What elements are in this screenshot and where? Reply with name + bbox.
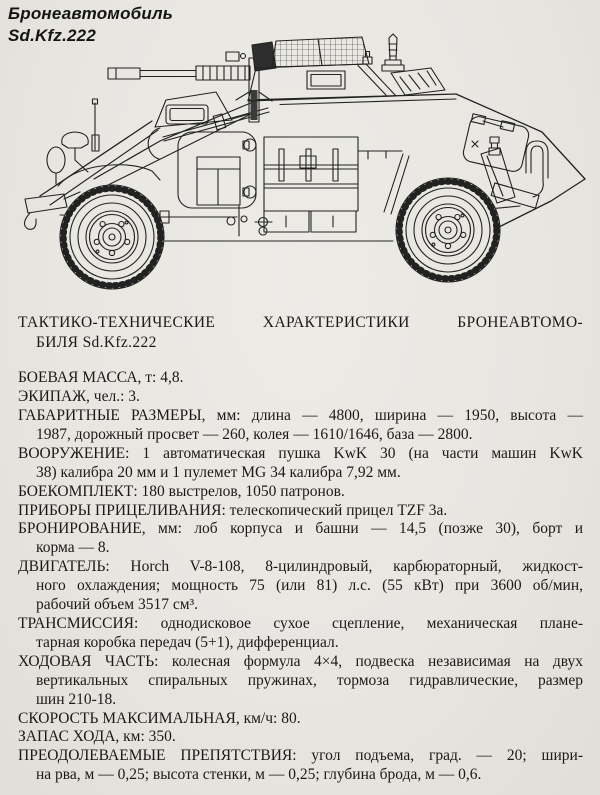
spec-item xyxy=(18,615,583,653)
spec-line: ЭКИПАЖ, чел.: 3. xyxy=(18,388,140,406)
spec-line: вертикальных спиральных пружинах, тормоза гидравлические, размер xyxy=(36,671,583,689)
spec-item xyxy=(18,520,583,558)
engine-louvers xyxy=(391,68,445,95)
notek-light xyxy=(62,132,88,148)
spec-line: БОЕВАЯ МАССА, т: 4,8. xyxy=(18,369,184,387)
spec-line: БОЕКОМПЛЕКТ: 180 выстрелов, 1050 патронов. xyxy=(18,482,345,500)
spec-line: тарная коробка передач (5+1), дифференциал. xyxy=(36,633,339,651)
spec-line: 1987, дорожный просвет — 260, колея — 1610/1646, база — 2800. xyxy=(36,425,473,443)
spec-item xyxy=(18,710,583,729)
section-heading xyxy=(18,313,583,352)
front-wheel xyxy=(60,185,164,289)
title-line-2: Sd.Kfz.222 xyxy=(8,25,96,45)
spec-line: ГАБАРИТНЫЕ РАЗМЕРЫ, мм: длина — 4800, ширина — 1950, высота — xyxy=(18,407,583,424)
spec-item xyxy=(18,502,583,521)
spec-line: ПРИБОРЫ ПРИЦЕЛИВАНИЯ: телескопический прицел TZF 3a. xyxy=(18,501,448,519)
spec-item xyxy=(18,653,583,710)
spec-line: рабочий объем 3517 см³. xyxy=(36,596,199,614)
front-bumper xyxy=(25,194,67,213)
gun-barrel xyxy=(108,52,272,122)
tow-hook xyxy=(24,213,36,229)
stowage-box xyxy=(264,137,358,232)
title-line-1: Бронеавтомобиль xyxy=(8,4,174,23)
headlight xyxy=(47,147,65,173)
section-heading-line: БИЛЯ Sd.Kfz.222 xyxy=(36,333,157,351)
spec-line: ЗАПАС ХОДА, км: 350. xyxy=(18,728,176,746)
spec-line: на рва, м — 0,25; высота стенки, м — 0,25; глубина брода, м — 0,6. xyxy=(36,766,482,784)
spec-line: ПРЕОДОЛЕВАЕМЫЕ ПРЕПЯТСТВИЯ: угол подъема, град. — 20; шири- xyxy=(18,747,583,765)
spec-item xyxy=(18,483,583,502)
spec-line: БРОНИРОВАНИЕ, мм: лоб корпуса и башни — 14,5 (позже 30), борт и xyxy=(18,520,583,538)
spec-item xyxy=(18,388,583,407)
side-door xyxy=(178,132,256,208)
spec-list xyxy=(18,369,583,785)
spec-line: шин 210-18. xyxy=(36,690,117,708)
spec-line: ДВИГАТЕЛЬ: Horch V-8-108, 8-цилиндровый, карбюраторный, жидкост- xyxy=(18,558,583,576)
section-heading-line: ТАКТИКО-ТЕХНИЧЕСКИЕ ХАРАКТЕРИСТИКИ БРОНЕАВТОМО- xyxy=(18,314,583,331)
rear-wheel xyxy=(396,178,500,282)
spec-line: ТРАНСМИССИЯ: однодисковое сухое сцепление, механическая плане- xyxy=(18,614,583,632)
spec-line: СКОРОСТЬ МАКСИМАЛЬНАЯ, км/ч: 80. xyxy=(18,709,301,727)
turret xyxy=(248,37,396,101)
spec-line: ного охлаждения; мощность 75 (или 81) л.с. (55 кВт) при 3600 об/мин, xyxy=(36,577,583,595)
spec-item xyxy=(18,407,583,445)
spec-item xyxy=(18,445,583,483)
spec-line: 38) калибра 20 мм и 1 пулемет MG 34 калибра 7,92 мм. xyxy=(36,463,401,481)
vehicle-drawing xyxy=(0,26,600,308)
muffler xyxy=(491,183,539,208)
specs-text-block xyxy=(0,313,600,785)
spec-line: корма — 8. xyxy=(36,539,110,557)
spec-item xyxy=(18,747,583,785)
spec-item xyxy=(18,728,583,747)
spec-item xyxy=(18,369,583,388)
spec-line: ВООРУЖЕНИЕ: 1 автоматическая пушка KwK 30 (на части машин KwK xyxy=(18,444,583,462)
spec-line: ХОДОВАЯ ЧАСТЬ: колесная формула 4×4, подвеска независимая на двух xyxy=(18,652,583,670)
spec-item xyxy=(18,558,583,615)
pennant-spike xyxy=(382,34,404,71)
